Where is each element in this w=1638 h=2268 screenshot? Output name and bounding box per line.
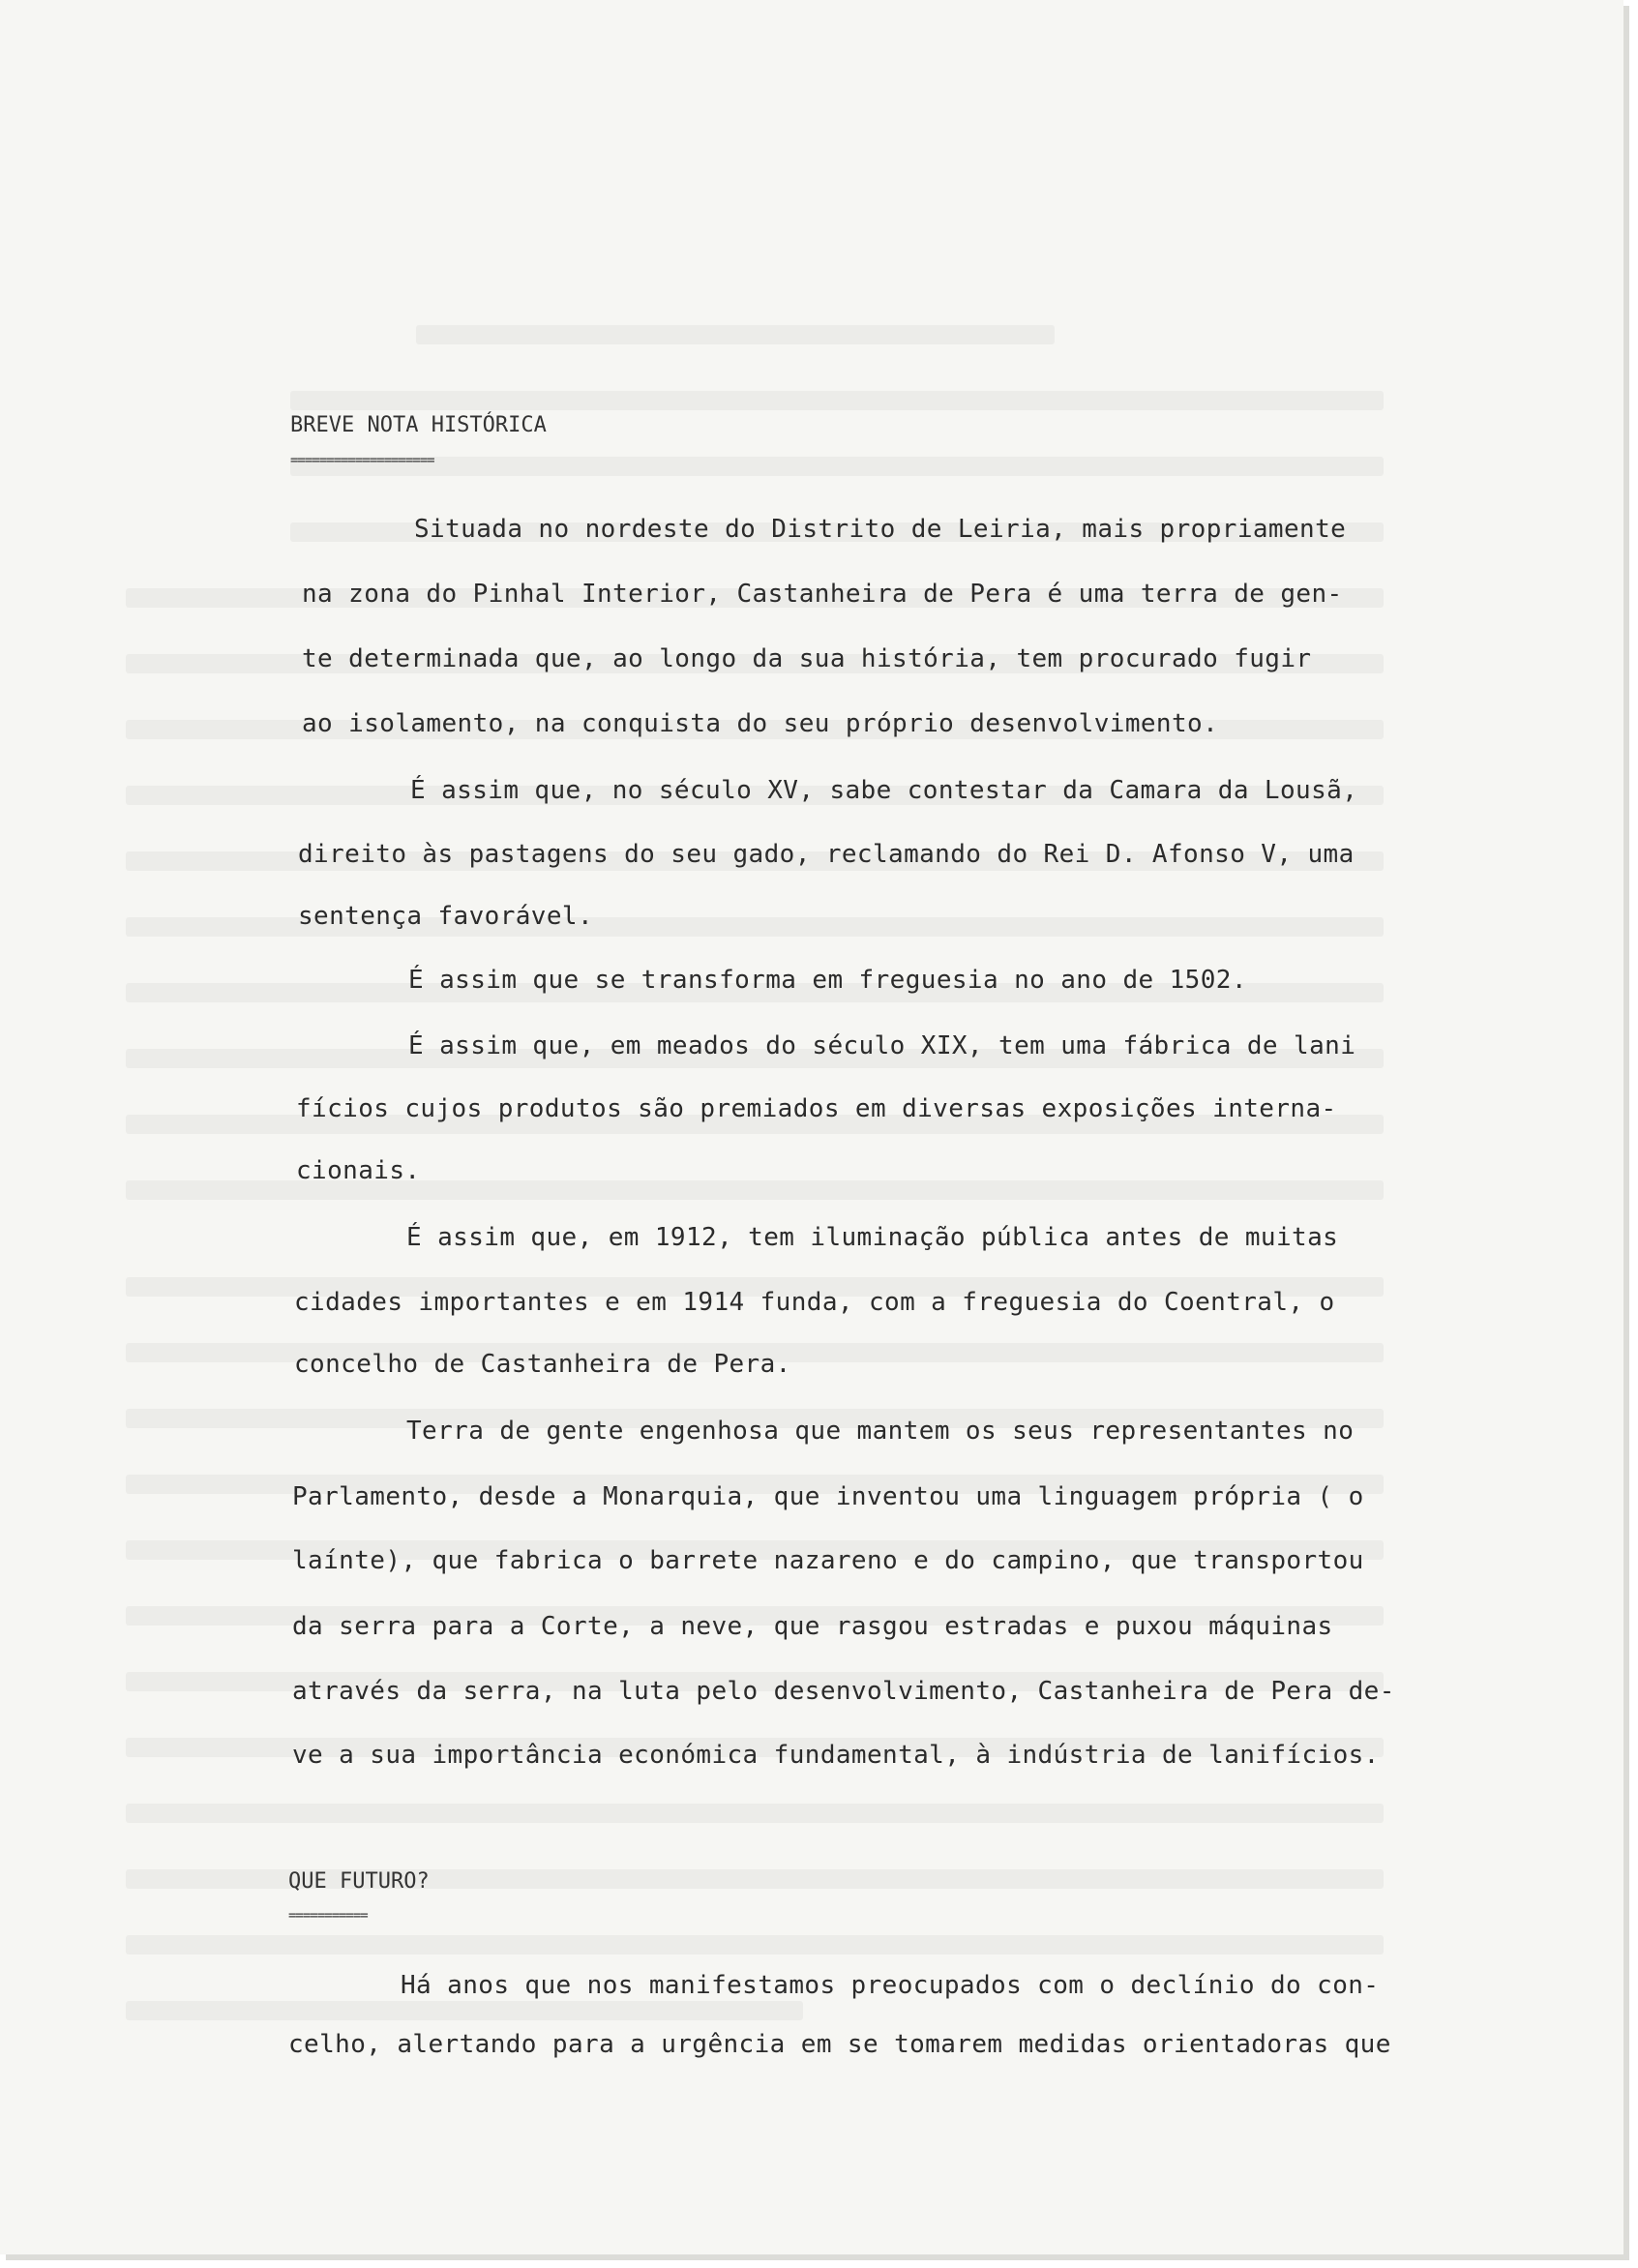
paragraph-line: direito às pastagens do seu gado, reclamando do Rei D. Afonso V, uma xyxy=(298,840,1355,869)
paragraph-line: ao isolamento, na conquista do seu próprio desenvolvimento. xyxy=(302,709,1219,738)
section-heading-breve-nota-historica: BREVE NOTA HISTÓRICA xyxy=(290,413,547,437)
paragraph-line: laínte), que fabrica o barrete nazareno e do campino, que transportou xyxy=(292,1546,1364,1575)
paragraph-line: ve a sua importância económica fundamental, à indústria de lanifícios. xyxy=(292,1741,1380,1770)
paragraph-line: fícios cujos produtos são premiados em diversas exposições interna- xyxy=(296,1094,1337,1123)
paragraph-line: Situada no nordeste do Distrito de Leiria, mais propriamente xyxy=(414,515,1347,544)
paragraph-line: na zona do Pinhal Interior, Castanheira de Pera é uma terra de gen- xyxy=(302,580,1343,609)
paragraph-line: da serra para a Corte, a neve, que rasgou estradas e puxou máquinas xyxy=(292,1612,1333,1641)
paragraph-line: É assim que, em meados do século XIX, tem uma fábrica de lani xyxy=(408,1031,1356,1060)
paragraph-line: Parlamento, desde a Monarquia, que inventou uma linguagem própria ( o xyxy=(292,1482,1364,1511)
heading-underline: ==================== xyxy=(290,454,434,467)
paragraph-line: sentença favorável. xyxy=(298,902,594,931)
paragraph-line: Há anos que nos manifestamos preocupados com o declínio do con- xyxy=(401,1971,1380,2000)
section-heading-que-futuro: QUE FUTURO? xyxy=(288,1869,430,1894)
heading-underline: =========== xyxy=(288,1909,368,1923)
paragraph-line: cionais. xyxy=(296,1156,421,1185)
paragraph-line: através da serra, na luta pelo desenvolvimento, Castanheira de Pera de- xyxy=(292,1677,1395,1706)
paragraph-line: É assim que, no século XV, sabe contestar da Camara da Lousã, xyxy=(410,776,1358,805)
paragraph-line: concelho de Castanheira de Pera. xyxy=(294,1350,791,1379)
paragraph-line: Terra de gente engenhosa que mantem os seus representantes no xyxy=(406,1417,1355,1446)
paragraph-line: te determinada que, ao longo da sua história, tem procurado fugir xyxy=(302,644,1312,673)
paragraph-line: É assim que, em 1912, tem iluminação pública antes de muitas xyxy=(406,1223,1339,1252)
paragraph-line: cidades importantes e em 1914 funda, com a freguesia do Coentral, o xyxy=(294,1288,1335,1317)
paragraph-line: É assim que se transforma em freguesia no ano de 1502. xyxy=(408,966,1247,995)
paragraph-line: celho, alertando para a urgência em se tomarem medidas orientadoras que xyxy=(288,2030,1391,2059)
